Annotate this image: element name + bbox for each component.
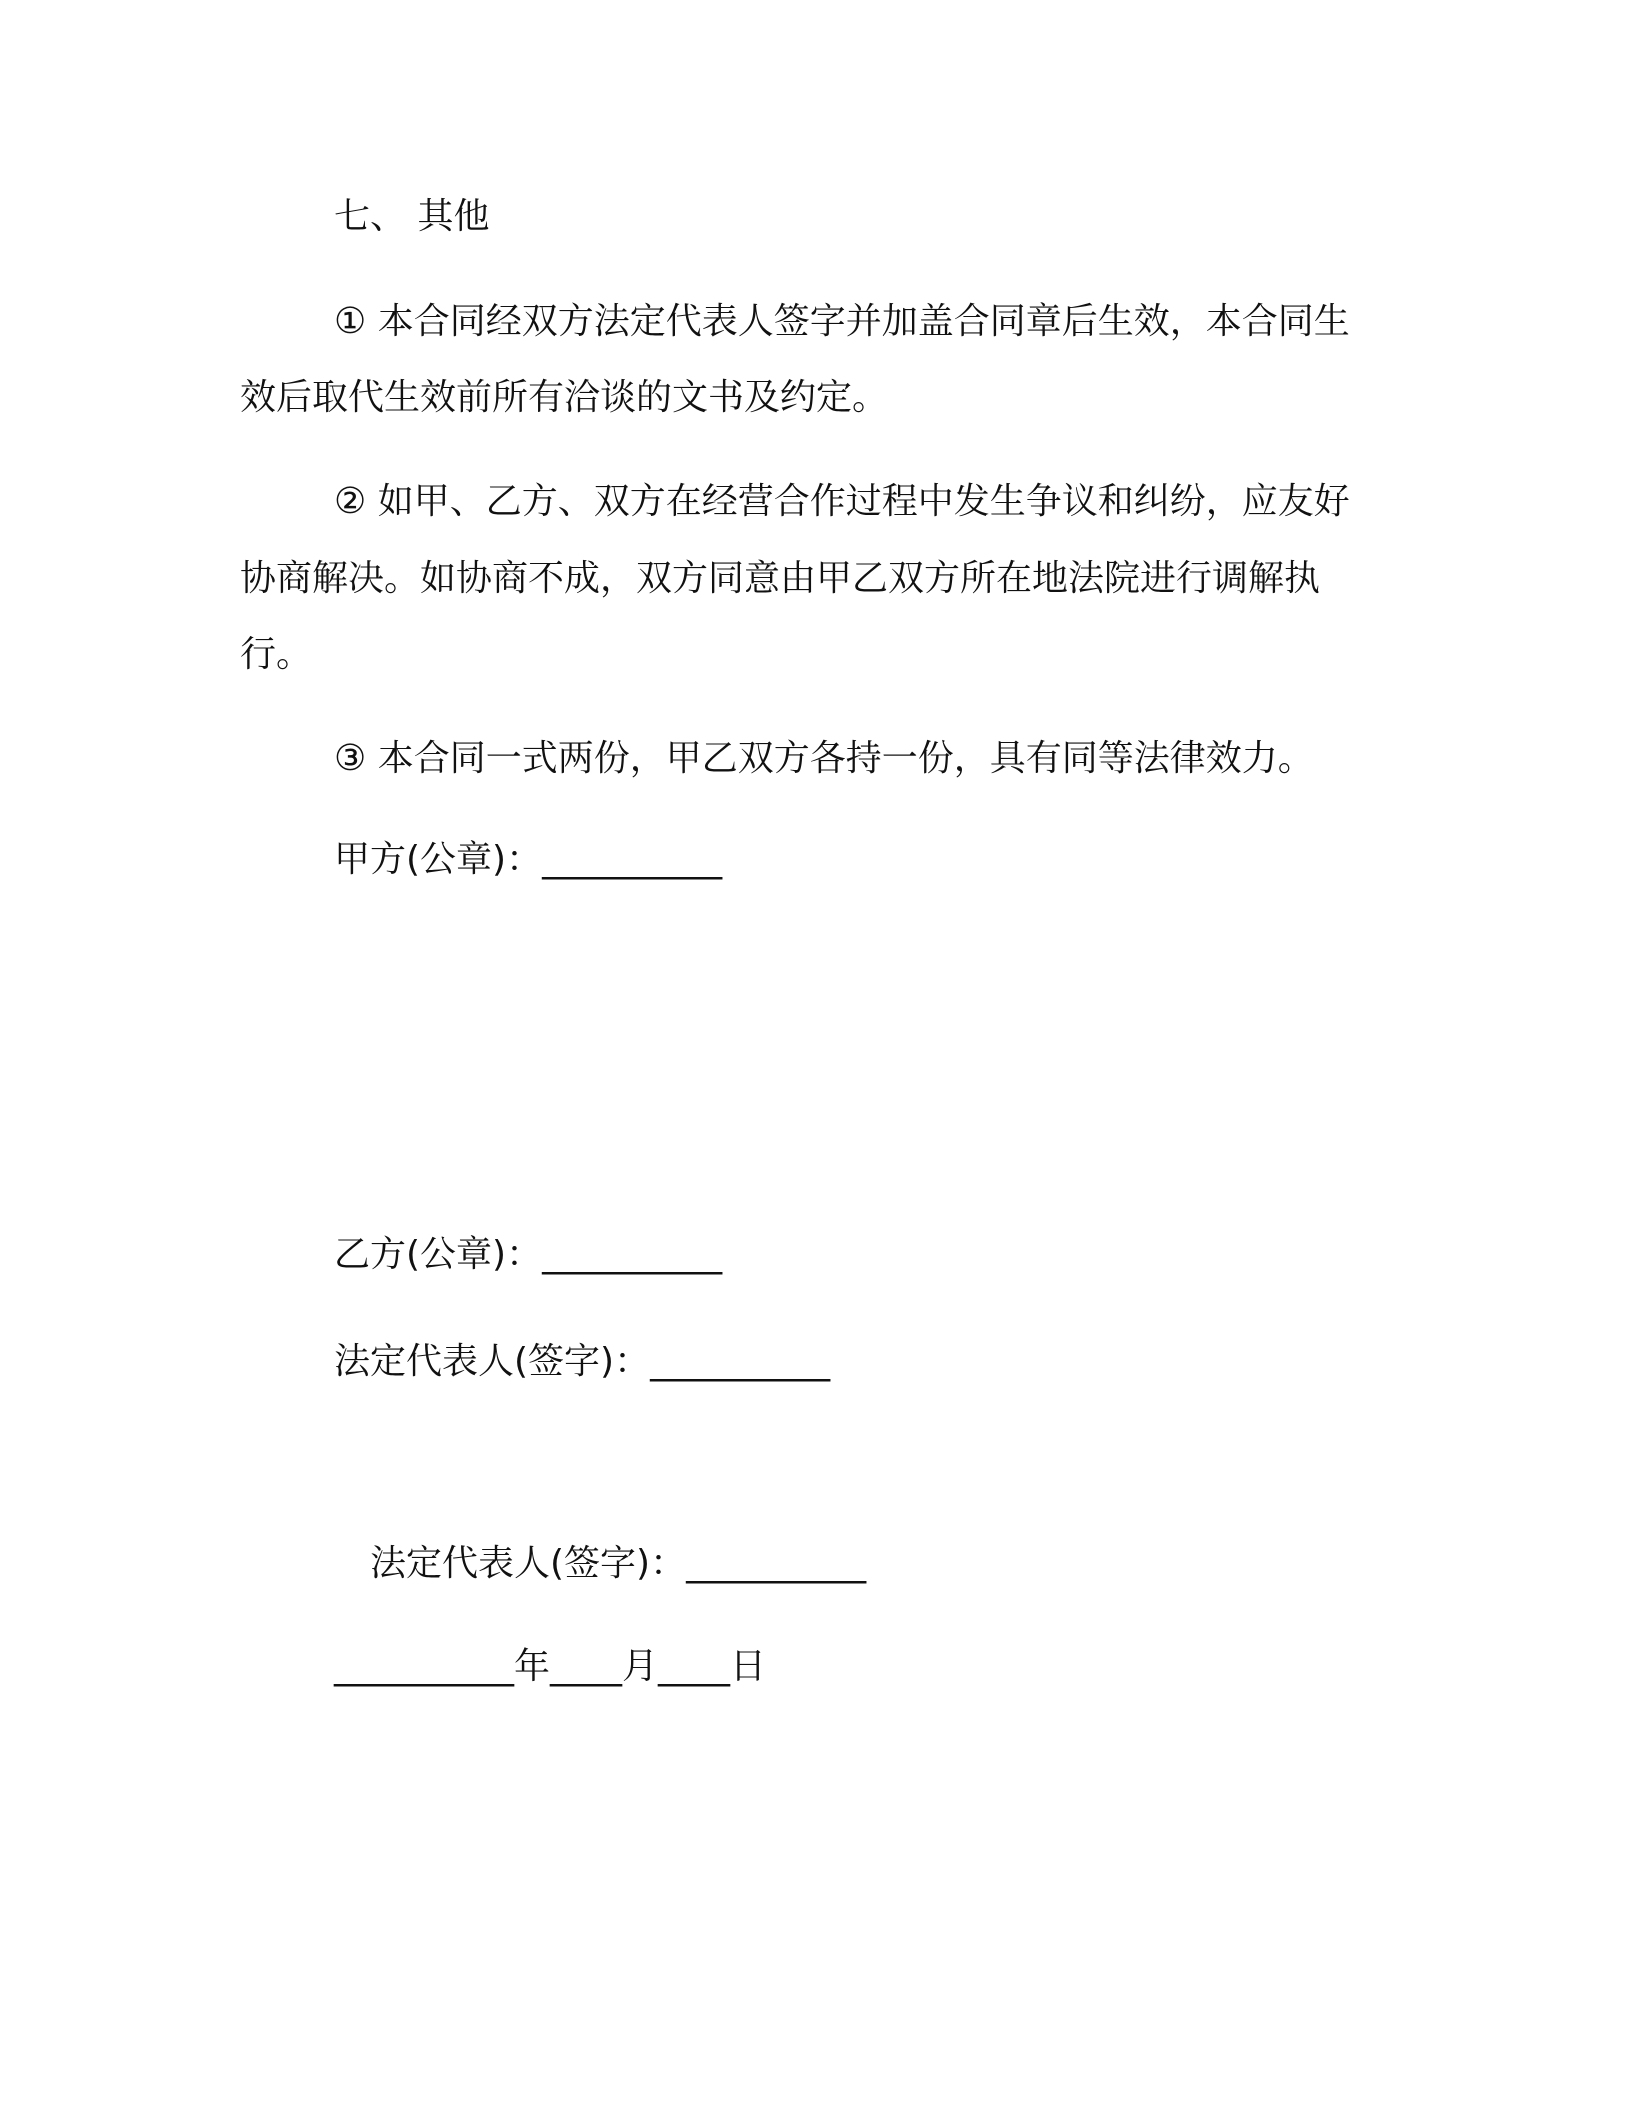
party-a-seal-line: 甲方(公章)：__________ <box>334 839 723 880</box>
section-heading: 七、 其他 <box>334 196 490 237</box>
clause-1-line-1: ① 本合同经双方法定代表人签字并加盖合同章后生效，本合同生 <box>334 301 1350 342</box>
clause-3-line-1: ③ 本合同一式两份，甲乙双方各持一份，具有同等法律效力。 <box>334 738 1314 779</box>
date-line: __________年____月____日 <box>334 1646 766 1687</box>
party-b-seal-line: 乙方(公章)：__________ <box>334 1234 723 1275</box>
clause-2-line-3: 行。 <box>240 634 313 675</box>
clause-2-line-1: ② 如甲、乙方、双方在经营合作过程中发生争议和纠纷，应友好 <box>334 481 1350 522</box>
legal-rep-signature-line-1: 法定代表人(签字)：__________ <box>334 1341 831 1382</box>
legal-rep-signature-line-2: 法定代表人(签字)：__________ <box>370 1543 867 1584</box>
clause-1-line-2: 效后取代生效前所有洽谈的文书及约定。 <box>240 377 889 418</box>
clause-2-line-2: 协商解决。如协商不成，双方同意由甲乙双方所在地法院进行调解执 <box>240 558 1321 599</box>
